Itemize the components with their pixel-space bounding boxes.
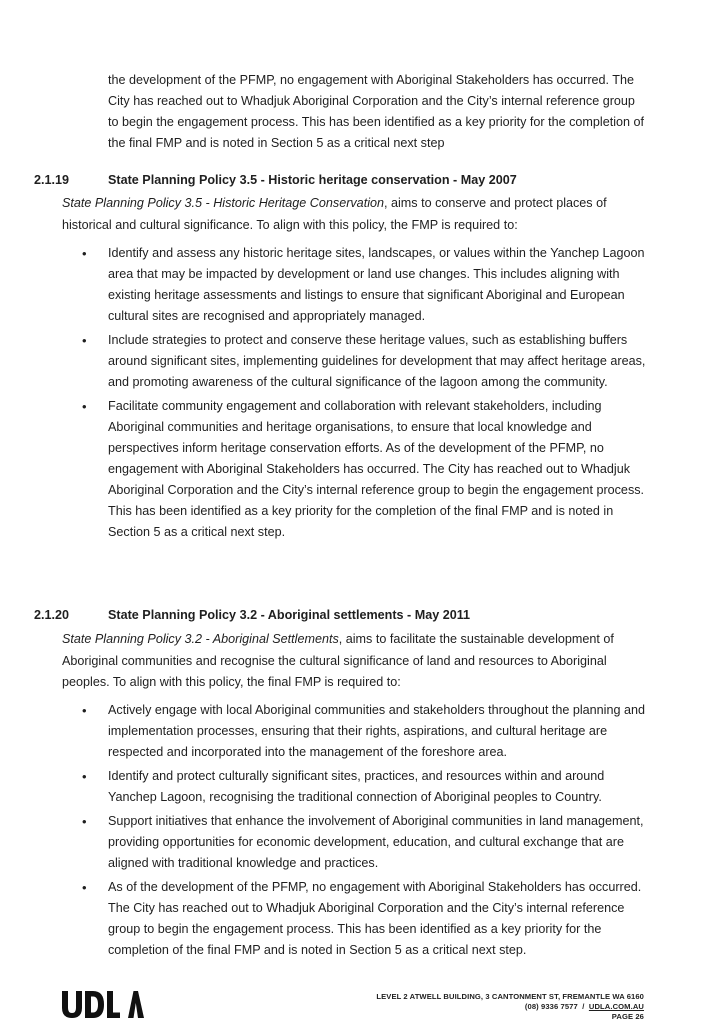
policy-name: State Planning Policy 3.2 - Aboriginal Settlements	[62, 632, 339, 646]
section-heading-2-1-19	[34, 171, 517, 189]
bullet-list-2-1-20	[62, 700, 646, 964]
footer-address: LEVEL 2 ATWELL BUILDING, 3 CANTONMENT ST, FREMANTLE WA 6160	[376, 992, 644, 1001]
section-title: State Planning Policy 3.5 - Historic heritage conservation - May 2007	[108, 173, 517, 187]
section-paragraph	[62, 193, 642, 236]
footer-separator: /	[582, 1002, 585, 1011]
footer-phone: (08) 9336 7577	[524, 1002, 578, 1011]
footer-website-link[interactable]: UDLA.COM.AU	[588, 1002, 644, 1011]
paragraph-text: , aims to conserve and protect places of historical and cultural significance. To align with this policy, the FMP is required to:	[62, 196, 607, 232]
footer-page-number: PAGE 26	[611, 1012, 644, 1021]
footer-phone-web	[376, 1002, 644, 1012]
intro-paragraph: the development of the PFMP, no engagement with Aboriginal Stakeholders has occurred. The City has reached out to Whadjuk Aboriginal Corporation and the City’s internal reference group to begin the engagement process. This has been identified as a key priority for the completion of the final FMP and is noted in Section 5 as a critical next step	[108, 73, 645, 150]
list-item: • Include strategies to protect and conserve these heritage values, such as establishing buffers around significant sites, implementing guidelines for development that may affect heritage areas, and promoting awareness of the cultural significance of the lagoon among the community.	[62, 330, 646, 393]
list-item: • Identify and protect culturally significant sites, practices, and resources within and around Yanchep Lagoon, recognising the traditional connection of Aboriginal peoples to Country.	[62, 766, 646, 808]
list-item: • Facilitate community engagement and collaboration with relevant stakeholders, including Aboriginal communities and heritage organisations, to ensure that local knowledge and perspectives inform heritage conservation efforts. As of the development of the PFMP, no engagement with Aboriginal Stakeholders has occurred. The City has reached out to Whadjuk Aboriginal Corporation and the City’s internal reference group to begin the engagement process. This has been identified as a key priority for the completion of the final FMP and is noted in Section 5 as a critical next step.	[62, 396, 646, 543]
paragraph-text: , aims to facilitate the sustainable development of Aboriginal communities and recognise the cultural significance of land and resources to Aboriginal peoples. To align with this policy, the final FMP is required to:	[62, 632, 614, 689]
udla-logo	[62, 988, 144, 1020]
list-item: • Actively engage with local Aboriginal communities and stakeholders throughout the planning and implementation processes, ensuring that their rights, aspirations, and cultural heritage are respected and incorporated into the management of the foreshore area.	[62, 700, 646, 763]
list-item: • Support initiatives that enhance the involvement of Aboriginal communities in land management, providing opportunities for economic development, education, and cultural exchange that are aligned with traditional knowledge and practices.	[62, 811, 646, 874]
section-title: State Planning Policy 3.2 - Aboriginal settlements - May 2011	[108, 608, 471, 622]
bullet-list-2-1-19	[62, 243, 646, 546]
list-item: • As of the development of the PFMP, no engagement with Aboriginal Stakeholders has occurred. The City has reached out to Whadjuk Aboriginal Corporation and the City’s internal reference group to begin the engagement process. This has been identified as a key priority for the completion of the final FMP and is noted in Section 5 as a critical next step.	[62, 877, 646, 961]
section-number: 2.1.19	[34, 173, 70, 187]
footer-contact	[376, 992, 644, 1022]
list-item: • Identify and assess any historic heritage sites, landscapes, or values within the Yanchep Lagoon area that may be impacted by development or land use changes. This includes aligning with existing heritage assessments and listings to ensure that significant Aboriginal and European cultural sites are recognised and appropriately managed.	[62, 243, 646, 327]
section-heading-2-1-20	[34, 606, 470, 624]
section-paragraph	[62, 629, 642, 694]
policy-name: State Planning Policy 3.5 - Historic Heritage Conservation	[62, 196, 384, 210]
section-number: 2.1.20	[34, 608, 70, 622]
